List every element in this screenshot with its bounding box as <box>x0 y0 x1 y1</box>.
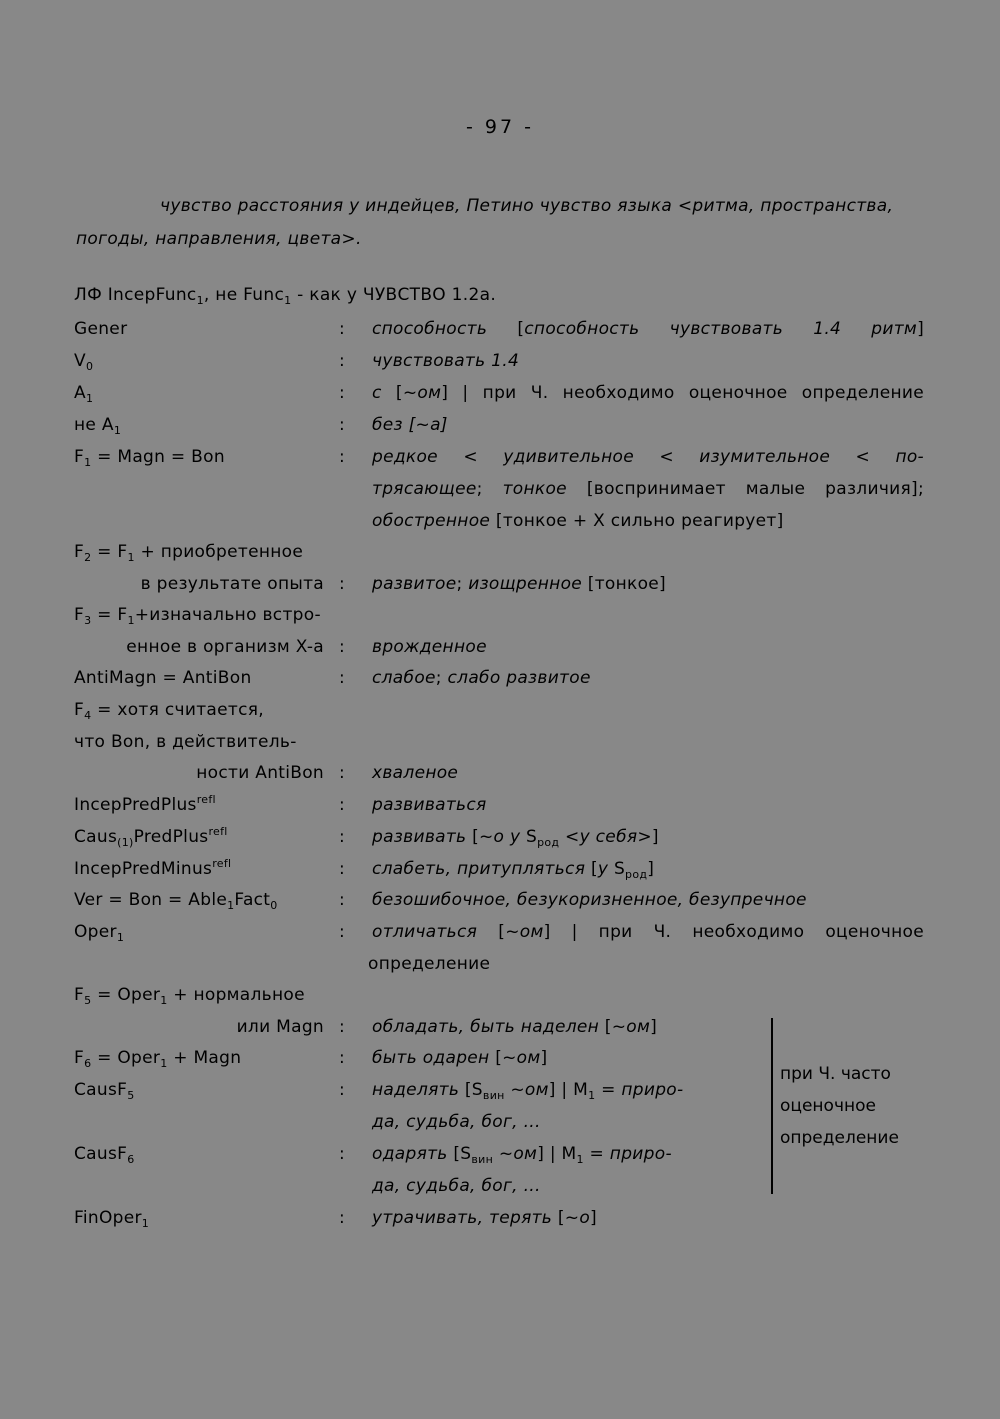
colon: : <box>338 859 346 879</box>
colon: : <box>338 890 346 910</box>
entry-value: трясающее; тонкое [воспринимает малые различия]; <box>372 479 924 499</box>
entry-label: ности AntiBon <box>196 763 324 783</box>
lf-line: ЛФ IncepFunc$_1$, не Func$_1$ - как у ЧУВСТВО 1.2а. <box>74 285 497 307</box>
colon: : <box>338 415 346 435</box>
entry-value: хваленое <box>372 763 459 783</box>
entry-value: наделять [$S_{вин}$ ~ом] | $M_1$ = приро- <box>372 1080 684 1102</box>
entry-value: чувствовать 1.4 <box>372 351 520 371</box>
entry-label: Gener <box>74 319 128 339</box>
colon: : <box>338 383 346 403</box>
colon: : <box>338 351 346 371</box>
entry-label: что Bon, в действитель- <box>74 732 297 752</box>
colon: : <box>338 637 346 657</box>
entry-value: обостренное [тонкое + X сильно реагирует] <box>372 511 784 531</box>
entry-value: развитое; изощренное [тонкое] <box>372 574 666 594</box>
entry-value: слабое; слабо развитое <box>372 668 591 688</box>
colon: : <box>338 827 346 847</box>
entry-value: безошибочное, безукоризненное, безупречное <box>372 890 807 910</box>
entry-label: CausF$_5$ <box>74 1080 135 1102</box>
entry-value: одарять [$S_{вин}$ ~ом] | $M_1$ = приро- <box>372 1144 672 1166</box>
colon: : <box>338 1208 346 1228</box>
colon: : <box>338 1048 346 1068</box>
entry-value: слабеть, притупляться [у $S_{род}$] <box>372 859 655 881</box>
entry-value: обладать, быть наделен [~ом] <box>372 1017 658 1037</box>
entry-value: врожденное <box>372 637 487 657</box>
entry-value: да, судьба, бог, ... <box>372 1112 541 1132</box>
colon: : <box>338 447 346 467</box>
entry-label: $V_0$ <box>74 351 94 373</box>
page-number: - 97 - <box>466 116 534 138</box>
colon: : <box>338 574 346 594</box>
entry-label: Oper$_1$ <box>74 922 125 944</box>
entry-label: не $A_1$ <box>74 415 122 437</box>
entry-value: быть одарен [~ом] <box>372 1048 548 1068</box>
entry-value: отличаться [~ом] | при Ч. необходимо оценочное <box>372 922 925 942</box>
entry-value: развиваться <box>372 795 487 815</box>
colon: : <box>338 922 346 942</box>
bracket-line <box>771 1018 773 1194</box>
colon: : <box>338 763 346 783</box>
colon: : <box>338 1144 346 1164</box>
entry-label: CausF$_6$ <box>74 1144 135 1166</box>
entry-value: да, судьба, бог, ... <box>372 1176 541 1196</box>
colon: : <box>338 319 346 339</box>
entry-label: енное в организм X-а <box>126 637 324 657</box>
entry-label: $F_2 = F_1$ + приобретенное <box>74 542 304 564</box>
entry-label: Ver = Bon = Able$_1$Fact$_0$ <box>74 890 278 912</box>
colon: : <box>338 1080 346 1100</box>
entry-value: без [~а] <box>372 415 448 435</box>
entry-label: $F_4$ = хотя считается, <box>74 700 264 722</box>
entry-label: FinOper$_1$ <box>74 1208 150 1230</box>
bracket-note: при Ч. часто оценочное определение <box>780 1064 899 1148</box>
entry-label: $F_5$ = Oper$_1$ + нормальное <box>74 985 305 1007</box>
entry-value: развивать [~о у $S_{род} <у$ себя>] <box>372 827 659 849</box>
entry-label: AntiMagn = AntiBon <box>74 668 252 688</box>
entry-label: $A_1$ <box>74 383 94 405</box>
entry-value: утрачивать, терять [~о] <box>372 1208 597 1228</box>
entry-value: с [~ом] | при Ч. необходимо оценочное определение <box>372 383 924 403</box>
entry-value: редкое < удивительное < изумительное < по- <box>372 447 924 467</box>
entry-label: IncepPredPlus$^{refl}$ <box>74 793 216 815</box>
entry-label: $F_6$ = Oper$_1$ + Magn <box>74 1048 242 1070</box>
intro-paragraph: чувство расстояния у индейцев, Петино чувство языка <ритма, пространства, погоды, направления, цвета>. <box>76 196 894 249</box>
entry-label: или Magn <box>236 1017 324 1037</box>
entry-label: $F_3$ = $F_1+изначально$ встро- <box>74 605 321 627</box>
entry-label: Caus$_{(1)}$PredPlus$^{refl}$ <box>74 825 228 849</box>
colon: : <box>338 1017 346 1037</box>
entry-value: определение <box>368 954 491 974</box>
entry-label: $F_1$ = Magn = Bon <box>74 447 225 469</box>
entry-label: в результате опыта <box>140 574 324 594</box>
colon: : <box>338 668 346 688</box>
entry-label: IncepPredMinus$^{refl}$ <box>74 857 232 879</box>
entry-value: способность [способность чувствовать 1.4 ритм] <box>372 319 924 339</box>
colon: : <box>338 795 346 815</box>
